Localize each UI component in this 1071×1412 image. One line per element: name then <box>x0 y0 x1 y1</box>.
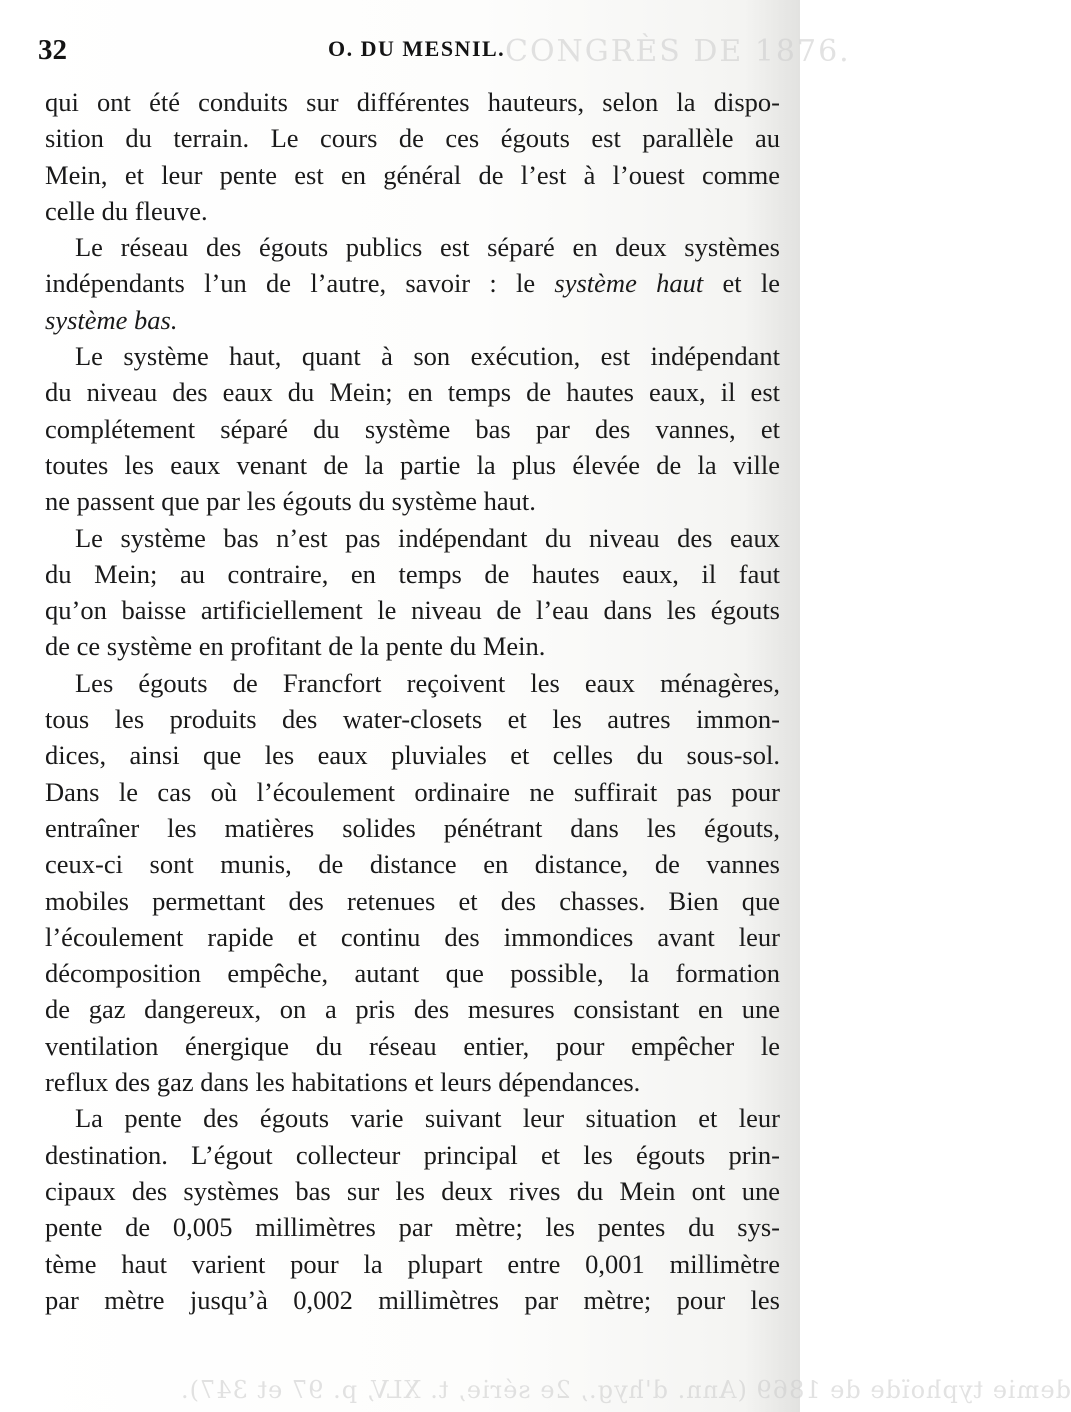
text-line: Le réseau des égouts publics est séparé en deux systèmes <box>75 232 780 263</box>
paragraph <box>45 338 780 519</box>
text-line: entraîner les matières solides pénétrant dans les égouts, <box>45 812 780 843</box>
text-line: pente de 0,005 millimètres par mètre; les pentes du sys- <box>45 1212 780 1243</box>
text-line: complétement séparé du système bas par des vannes, et <box>45 413 780 444</box>
text-line: reflux des gaz dans les habitations et leurs dépendances. <box>45 1067 641 1098</box>
text-line: celle du fleuve. <box>45 195 208 226</box>
text-line: tous les produits des water-closets et les autres immon- <box>45 704 780 735</box>
text-line: Mein, et leur pente est en général de l’est à l’ouest comme <box>45 159 780 190</box>
paragraph <box>45 84 780 229</box>
italic-term: système bas. <box>45 304 178 335</box>
text-line: sition du terrain. Le cours de ces égouts est parallèle au <box>45 123 780 154</box>
text-line: du Mein; au contraire, en temps de hautes eaux, il faut <box>45 558 780 589</box>
paragraph <box>45 665 780 1101</box>
show-through-footnote: demie typhoïde de 1869 (Ann. d'hyg., 2e série, t. XLV, p. 97 et 347). <box>180 1376 1071 1404</box>
text-line <box>45 265 780 301</box>
text-line: de gaz dangereux, on a pris des mesures consistant en une <box>45 994 780 1025</box>
text-line: l’écoulement rapide et continu des immondices avant leur <box>45 921 780 952</box>
text-line <box>45 302 780 338</box>
text-segment: et le <box>703 268 781 299</box>
text-line: toutes les eaux venant de la partie la plus élevée de la ville <box>45 449 780 480</box>
text-line: qu’on baisse artificiellement le niveau de l’eau dans les égouts <box>45 595 780 626</box>
paragraph <box>45 1100 780 1318</box>
text-line: La pente des égouts varie suivant leur situation et leur <box>75 1103 780 1134</box>
text-line: dices, ainsi que les eaux pluviales et celles du sous-sol. <box>45 740 780 771</box>
body-text <box>45 84 780 1318</box>
text-line: cipaux des systèmes bas sur les deux rives du Mein ont une <box>45 1175 780 1206</box>
text-line: destination. L’égout collecteur principal et les égouts prin- <box>45 1139 780 1170</box>
text-segment: indépendants l’un de l’autre, savoir : le <box>45 268 555 299</box>
text-line: Le système bas n’est pas indépendant du niveau des eaux <box>75 522 780 553</box>
running-head: O. DU MESNIL. <box>328 36 506 61</box>
text-line: de ce système en profitant de la pente du Mein. <box>45 631 546 662</box>
text-line: mobiles permettant des retenues et des chasses. Bien que <box>45 885 780 916</box>
paragraph <box>45 229 780 338</box>
paragraph <box>45 520 780 665</box>
text-line: ceux-ci sont munis, de distance en distance, de vannes <box>45 849 780 880</box>
text-line: tème haut varient pour la plupart entre 0,001 millimètre <box>45 1248 780 1279</box>
page-number: 32 <box>38 34 67 66</box>
text-line: du niveau des eaux du Mein; en temps de hautes eaux, il est <box>45 377 780 408</box>
page-header <box>38 30 783 74</box>
text-line: Le système haut, quant à son exécution, est indépendant <box>75 341 780 372</box>
text-line: décomposition empêche, autant que possible, la formation <box>45 958 780 989</box>
text-line: par mètre jusqu’à 0,002 millimètres par mètre; pour les <box>45 1284 780 1315</box>
text-line: ne passent que par les égouts du système haut. <box>45 486 536 517</box>
text-line: Les égouts de Francfort reçoivent les eaux ménagères, <box>75 667 780 698</box>
text-line: qui ont été conduits sur différentes hauteurs, selon la dispo- <box>45 87 780 117</box>
text-line: ventilation énergique du réseau entier, pour empêcher le <box>45 1030 780 1061</box>
text-line: Dans le cas où l’écoulement ordinaire ne suffirait pas pour <box>45 776 780 807</box>
italic-term: système haut <box>554 268 704 299</box>
show-through-text: CONGRÈS DE 1876. <box>505 34 851 69</box>
